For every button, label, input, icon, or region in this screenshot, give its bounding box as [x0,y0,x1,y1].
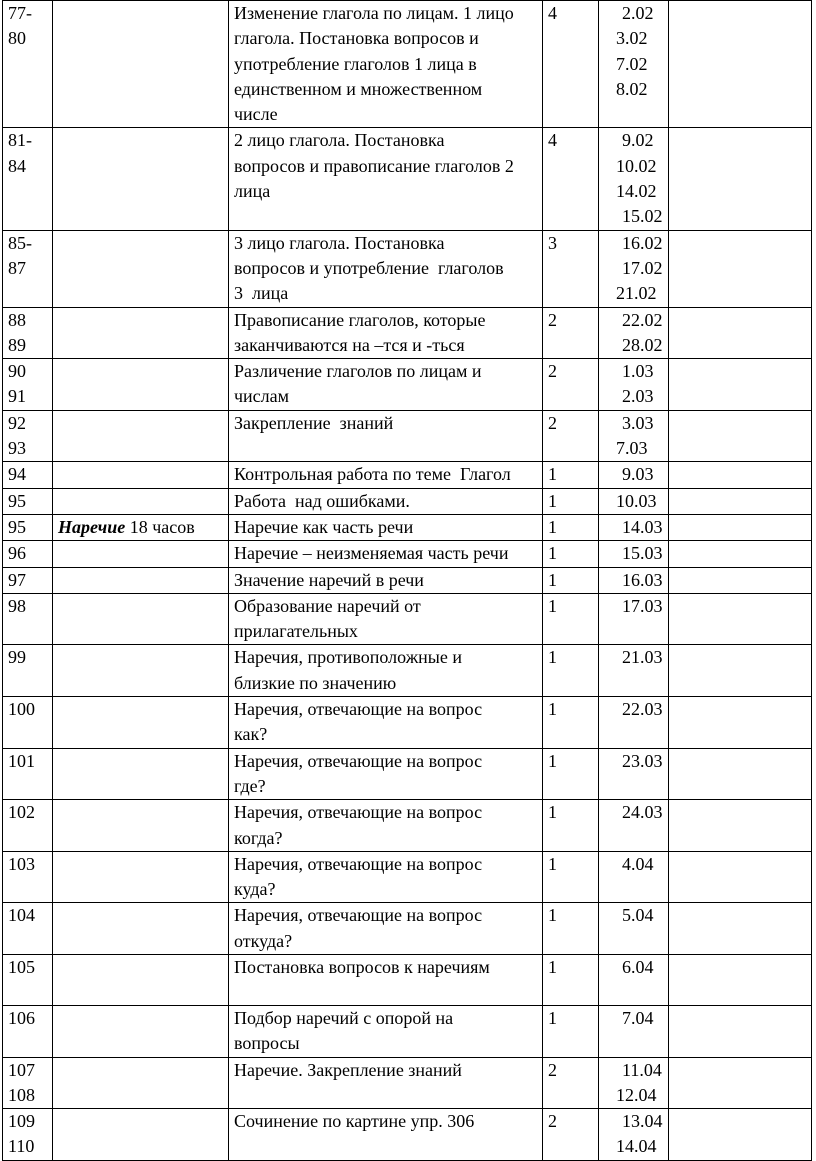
table-row [3,359,812,411]
notes-cell [669,462,812,488]
lesson-dates-cell [599,488,669,514]
lesson-dates-cell [599,230,669,307]
lesson-hours-cell [543,230,599,307]
lesson-number: 95 [8,516,26,537]
lesson-number-cell [3,800,53,852]
lesson-number: 84 [8,155,26,176]
lesson-date: 21.03 [622,647,663,668]
lesson-number: 105 [8,956,35,977]
lesson-number-cell [3,410,53,462]
lesson-date: 3.02 [616,28,648,49]
lesson-number: 95 [8,490,26,511]
table-row [3,903,812,955]
section-cell [53,748,229,800]
lesson-hours-cell [543,462,599,488]
lesson-topic-line: 3 лица [234,283,289,304]
table-row [3,851,812,903]
lesson-number-cell [3,593,53,645]
lesson-hours: 1 [548,464,557,485]
notes-cell [669,567,812,593]
lesson-dates-cell [599,359,669,411]
section-cell [53,307,229,359]
section-cell [53,1,229,128]
lesson-date: 6.04 [622,956,654,977]
lesson-date: 7.04 [622,1007,654,1028]
lesson-number: 104 [8,905,35,926]
lesson-date: 3.03 [622,412,654,433]
section-cell [53,359,229,411]
lesson-hours: 1 [548,595,557,616]
notes-cell [669,230,812,307]
lesson-hours: 1 [548,569,557,590]
lesson-topic-line: Наречие – неизменяемая часть речи [234,543,509,564]
lesson-dates-cell [599,567,669,593]
lesson-date: 17.02 [622,257,663,278]
notes-cell [669,359,812,411]
lesson-topic-line: Наречия, отвечающие на вопрос [234,905,483,926]
lesson-hours: 2 [548,309,557,330]
lesson-dates-cell [599,541,669,567]
section-cell [53,128,229,230]
section-cell [53,851,229,903]
lesson-hours-cell [543,1057,599,1109]
table-row [3,128,812,230]
lesson-topic-line: вопросов и правописание глаголов 2 [234,155,514,176]
lesson-date: 9.03 [622,464,654,485]
notes-cell [669,307,812,359]
lesson-plan-table [2,0,812,1161]
lesson-topic-line: глагола. Постановка вопросов и [234,28,479,49]
lesson-number-cell [3,307,53,359]
notes-cell [669,697,812,749]
lesson-hours: 1 [548,699,557,720]
lesson-number-cell [3,488,53,514]
lesson-date: 8.02 [616,78,648,99]
lesson-date: 17.03 [622,595,663,616]
lesson-hours-cell [543,541,599,567]
lesson-topic-line: лица [234,181,271,202]
section-cell [53,488,229,514]
lesson-topic-line: куда? [234,879,276,900]
section-cell [53,903,229,955]
lesson-topic-line: близкие по значению [234,672,397,693]
lesson-topic-line: Наречия, противоположные и [234,647,462,668]
lesson-dates-cell [599,851,669,903]
lesson-hours: 2 [548,1059,557,1080]
section-cell [53,697,229,749]
notes-cell [669,1057,812,1109]
lesson-dates-cell [599,462,669,488]
lesson-topic-cell [229,645,543,697]
lesson-date: 4.04 [622,853,654,874]
lesson-date: 22.03 [622,699,663,720]
lesson-dates-cell [599,1,669,128]
lesson-number: 92 [8,412,26,433]
lesson-topic-cell [229,697,543,749]
lesson-number: 109 [8,1111,35,1132]
lesson-plan-body [3,1,812,1161]
table-row [3,1109,812,1161]
lesson-hours: 4 [548,130,557,151]
lesson-topic-line: 2 лицо глагола. Постановка [234,130,445,151]
lesson-hours-cell [543,307,599,359]
table-row [3,645,812,697]
lesson-topic-line: числам [234,386,290,407]
lesson-hours: 1 [548,750,557,771]
lesson-topic-line: вопросы [234,1033,300,1054]
lesson-date: 10.03 [616,490,657,511]
lesson-number: 93 [8,438,26,459]
lesson-topic-line: Наречия, отвечающие на вопрос [234,802,483,823]
lesson-number: 101 [8,750,35,771]
lesson-number: 99 [8,647,26,668]
lesson-topic-line: единственном и множественном [234,78,483,99]
lesson-hours: 1 [548,802,557,823]
lesson-topic-line: Наречия, отвечающие на вопрос [234,750,483,771]
lesson-date: 13.04 [622,1111,663,1132]
lesson-date: 12.04 [616,1084,657,1105]
lesson-number: 96 [8,543,26,564]
lesson-hours-cell [543,697,599,749]
lesson-number: 94 [8,464,26,485]
lesson-number: 100 [8,699,35,720]
lesson-date: 5.04 [622,905,654,926]
lesson-topic-line: как? [234,724,268,745]
lesson-hours-cell [543,645,599,697]
lesson-hours: 3 [548,232,557,253]
lesson-topic-line: Различение глаголов по лицам и [234,361,482,382]
lesson-number: 90 [8,361,26,382]
lesson-topic-line: Постановка вопросов к наречиям [234,956,490,977]
lesson-number-cell [3,748,53,800]
lesson-dates-cell [599,800,669,852]
lesson-hours-cell [543,359,599,411]
lesson-date: 14.04 [616,1136,657,1157]
lesson-date: 15.03 [622,543,663,564]
lesson-topic-cell [229,128,543,230]
notes-cell [669,128,812,230]
notes-cell [669,748,812,800]
lesson-topic-line: Наречия, отвечающие на вопрос [234,699,483,720]
table-row [3,954,812,1005]
lesson-topic-cell [229,748,543,800]
lesson-number: 107 [8,1059,35,1080]
section-cell [53,593,229,645]
lesson-dates-cell [599,514,669,540]
table-row [3,514,812,540]
lesson-topic-line: вопросов и употребление глаголов [234,257,504,278]
lesson-dates-cell [599,1005,669,1057]
lesson-dates-cell [599,748,669,800]
lesson-hours-cell [543,410,599,462]
lesson-number: 89 [8,334,26,355]
lesson-number-cell [3,128,53,230]
lesson-dates-cell [599,1057,669,1109]
lesson-topic-cell [229,307,543,359]
section-title: Наречие [58,516,126,537]
lesson-hours-cell [543,1109,599,1161]
lesson-number-cell [3,1057,53,1109]
lesson-hours-cell [543,488,599,514]
notes-cell [669,410,812,462]
lesson-date: 24.03 [622,802,663,823]
lesson-topic-cell [229,462,543,488]
notes-cell [669,514,812,540]
notes-cell [669,1109,812,1161]
lesson-date: 21.02 [616,283,657,304]
section-hours: 18 часов [125,516,195,537]
lesson-dates-cell [599,410,669,462]
lesson-number: 97 [8,569,26,590]
lesson-dates-cell [599,593,669,645]
notes-cell [669,488,812,514]
lesson-date: 14.02 [616,181,657,202]
notes-cell [669,593,812,645]
lesson-hours-cell [543,1005,599,1057]
lesson-topic-line: Закрепление знаний [234,412,394,433]
lesson-date: 7.03 [616,438,648,459]
lesson-topic-cell [229,1057,543,1109]
section-cell [53,800,229,852]
lesson-topic-line: Правописание глаголов, которые [234,309,486,330]
lesson-date: 7.02 [616,53,648,74]
section-cell [53,541,229,567]
lesson-topic-cell [229,1005,543,1057]
lesson-date: 16.02 [622,232,663,253]
lesson-topic-line: Сочинение по картине упр. 306 [234,1111,475,1132]
lesson-hours-cell [543,514,599,540]
lesson-topic-cell [229,230,543,307]
table-row [3,410,812,462]
section-cell [53,1005,229,1057]
lesson-hours-cell [543,128,599,230]
lesson-topic-line: Контрольная работа по теме Глагол [234,464,511,485]
notes-cell [669,1005,812,1057]
lesson-topic-cell [229,851,543,903]
lesson-hours: 1 [548,516,557,537]
lesson-number-cell [3,1005,53,1057]
lesson-topic-line: заканчиваются на –тся и -ться [234,334,465,355]
table-row [3,488,812,514]
lesson-hours: 1 [548,490,557,511]
table-row [3,697,812,749]
lesson-topic-line: когда? [234,827,283,848]
lesson-number-cell [3,1,53,128]
lesson-date: 2.02 [622,3,654,23]
lesson-date: 22.02 [622,309,663,330]
lesson-hours: 2 [548,361,557,382]
lesson-topic-cell [229,488,543,514]
table-row [3,1,812,128]
lesson-hours: 2 [548,1111,557,1132]
lesson-hours: 1 [548,543,557,564]
lesson-topic-cell [229,541,543,567]
lesson-date: 1.03 [622,361,654,382]
lesson-number: 103 [8,853,35,874]
section-cell [53,230,229,307]
notes-cell [669,1,812,128]
notes-cell [669,541,812,567]
notes-cell [669,903,812,955]
lesson-number: 102 [8,802,35,823]
lesson-number: 77- [8,3,32,23]
lesson-hours: 1 [548,1007,557,1028]
lesson-date: 9.02 [622,130,654,151]
lesson-topic-cell [229,800,543,852]
section-cell [53,954,229,1005]
lesson-date: 2.03 [622,386,654,407]
lesson-hours-cell [543,748,599,800]
lesson-hours-cell [543,800,599,852]
table-row [3,748,812,800]
table-row [3,230,812,307]
lesson-topic-cell [229,903,543,955]
table-row [3,1005,812,1057]
lesson-dates-cell [599,128,669,230]
lesson-number: 85- [8,232,32,253]
lesson-number: 81- [8,130,32,151]
lesson-number: 91 [8,386,26,407]
lesson-number-cell [3,541,53,567]
lesson-hours-cell [543,593,599,645]
table-row [3,1057,812,1109]
lesson-topic-cell [229,359,543,411]
lesson-number-cell [3,1109,53,1161]
section-cell [53,567,229,593]
lesson-topic-line: употребление глаголов 1 лица в [234,53,477,74]
lesson-topic-line: Изменение глагола по лицам. 1 лицо [234,3,514,23]
lesson-topic-line: Наречие как часть речи [234,516,414,537]
lesson-hours-cell [543,954,599,1005]
lesson-topic-cell [229,410,543,462]
lesson-topic-line: прилагательных [234,621,358,642]
lesson-dates-cell [599,1109,669,1161]
lesson-topic-line: числе [234,104,278,125]
lesson-topic-line: Работа над ошибками. [234,490,410,511]
lesson-number: 110 [8,1136,35,1157]
lesson-number-cell [3,903,53,955]
table-row [3,307,812,359]
lesson-number-cell [3,645,53,697]
lesson-number-cell [3,462,53,488]
lesson-number: 98 [8,595,26,616]
lesson-date: 28.02 [622,334,663,355]
lesson-dates-cell [599,903,669,955]
lesson-topic-line: откуда? [234,930,293,951]
notes-cell [669,645,812,697]
section-cell [53,1109,229,1161]
lesson-hours-cell [543,903,599,955]
lesson-dates-cell [599,307,669,359]
lesson-hours: 1 [548,956,557,977]
lesson-number-cell [3,359,53,411]
lesson-topic-cell [229,567,543,593]
lesson-topic-line: 3 лицо глагола. Постановка [234,232,445,253]
lesson-topic-line: Подбор наречий с опорой на [234,1007,454,1028]
lesson-number: 108 [8,1084,35,1105]
lesson-topic-line: Значение наречий в речи [234,569,424,590]
lesson-number-cell [3,567,53,593]
lesson-hours: 4 [548,3,557,23]
lesson-dates-cell [599,645,669,697]
lesson-topic-cell [229,954,543,1005]
lesson-number-cell [3,230,53,307]
lesson-topic-cell [229,1109,543,1161]
lesson-date: 23.03 [622,750,663,771]
section-cell [53,1057,229,1109]
lesson-number-cell [3,697,53,749]
table-row [3,593,812,645]
lesson-date: 11.04 [622,1059,662,1080]
lesson-number-cell [3,954,53,1005]
lesson-number: 106 [8,1007,35,1028]
lesson-topic-cell [229,1,543,128]
lesson-topic-line: Наречия, отвечающие на вопрос [234,853,483,874]
table-row [3,800,812,852]
lesson-dates-cell [599,697,669,749]
lesson-number: 88 [8,309,26,330]
lesson-dates-cell [599,954,669,1005]
lesson-number: 80 [8,28,26,49]
lesson-topic-line: Образование наречий от [234,595,421,616]
section-cell [53,410,229,462]
lesson-topic-line: где? [234,775,266,796]
lesson-hours-cell [543,851,599,903]
lesson-hours: 2 [548,412,557,433]
notes-cell [669,851,812,903]
lesson-number-cell [3,514,53,540]
section-cell [53,462,229,488]
lesson-hours: 1 [548,905,557,926]
table-row [3,567,812,593]
lesson-date: 10.02 [616,155,657,176]
table-row [3,462,812,488]
lesson-hours: 1 [548,853,557,874]
lesson-date: 15.02 [622,206,663,227]
table-row [3,541,812,567]
section-cell [53,645,229,697]
lesson-topic-cell [229,514,543,540]
lesson-date: 14.03 [622,516,663,537]
lesson-hours-cell [543,1,599,128]
lesson-topic-cell [229,593,543,645]
lesson-hours: 1 [548,647,557,668]
lesson-number: 87 [8,257,26,278]
lesson-date: 16.03 [622,569,663,590]
section-cell [53,514,229,540]
notes-cell [669,954,812,1005]
lesson-topic-line: Наречие. Закрепление знаний [234,1059,462,1080]
lesson-hours-cell [543,567,599,593]
lesson-number-cell [3,851,53,903]
notes-cell [669,800,812,852]
